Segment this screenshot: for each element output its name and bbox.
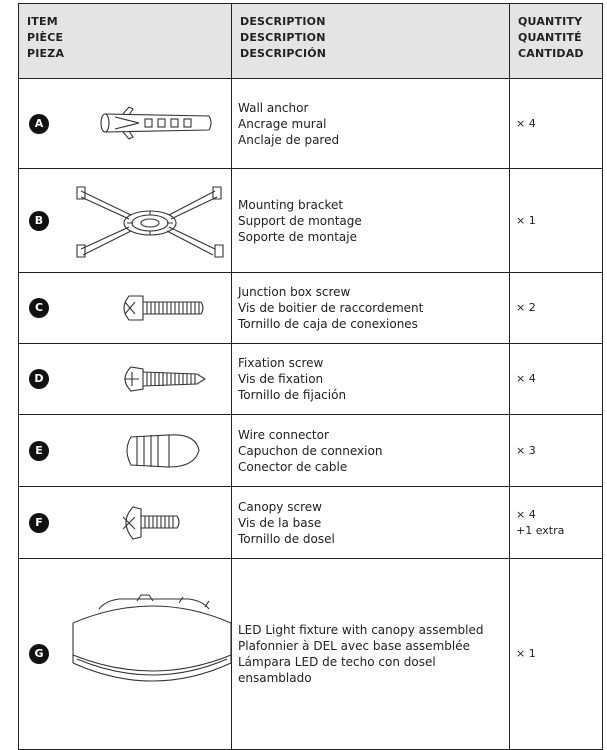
item-letter-badge: C [29, 298, 49, 318]
item-cell [19, 273, 232, 344]
description-header: DESCRIPTION DESCRIPTION DESCRIPCIÓN [232, 4, 510, 79]
item-cell [19, 79, 232, 169]
description-cell: Fixation screw Vis de fixation Tornillo de fijación [232, 344, 510, 415]
item-cell [19, 169, 232, 273]
mounting-bracket-icon [19, 169, 232, 272]
quantity-cell: × 4 [510, 344, 603, 415]
description-cell: LED Light fixture with canopy assembled Plafonnier à DEL avec base assemblée Lámpara LED de techo con dosel ensamblado [232, 559, 510, 750]
quantity-cell: × 2 [510, 273, 603, 344]
table-row [19, 559, 603, 750]
table-row [19, 169, 603, 273]
item-cell [19, 415, 232, 487]
item-letter-badge: B [29, 211, 49, 231]
description-cell: Wall anchor Ancrage mural Anclaje de pared [232, 79, 510, 169]
item-letter-badge: E [29, 441, 49, 461]
table-row [19, 79, 603, 169]
table-row [19, 415, 603, 487]
item-header: ITEM PIÈCE PIEZA [19, 4, 232, 79]
description-cell: Junction box screw Vis de boitier de raccordement Tornillo de caja de conexiones [232, 273, 510, 344]
item-letter-badge: A [29, 114, 49, 134]
table-row [19, 344, 603, 415]
wire-connector-icon [19, 415, 232, 486]
header-row [19, 4, 603, 79]
canopy-screw-icon [19, 487, 232, 558]
quantity-cell: × 4 +1 extra [510, 487, 603, 559]
quantity-header: QUANTITY QUANTITÉ CANTIDAD [510, 4, 603, 79]
item-cell [19, 344, 232, 415]
parts-table [18, 3, 603, 750]
wall-anchor-icon [19, 79, 232, 168]
table-row [19, 487, 603, 559]
description-cell: Canopy screw Vis de la base Tornillo de dosel [232, 487, 510, 559]
item-cell [19, 559, 232, 750]
description-cell: Mounting bracket Support de montage Soporte de montaje [232, 169, 510, 273]
junction-box-screw-icon [19, 273, 232, 343]
item-letter-badge: G [29, 644, 49, 664]
quantity-cell: × 1 [510, 559, 603, 750]
quantity-cell: × 1 [510, 169, 603, 273]
fixation-screw-icon [19, 344, 232, 414]
table-row [19, 273, 603, 344]
item-letter-badge: D [29, 369, 49, 389]
quantity-cell: × 4 [510, 79, 603, 169]
item-letter-badge: F [29, 513, 49, 533]
quantity-cell: × 3 [510, 415, 603, 487]
description-cell: Wire connector Capuchon de connexion Conector de cable [232, 415, 510, 487]
led-light-fixture-icon [19, 559, 232, 749]
item-cell [19, 487, 232, 559]
